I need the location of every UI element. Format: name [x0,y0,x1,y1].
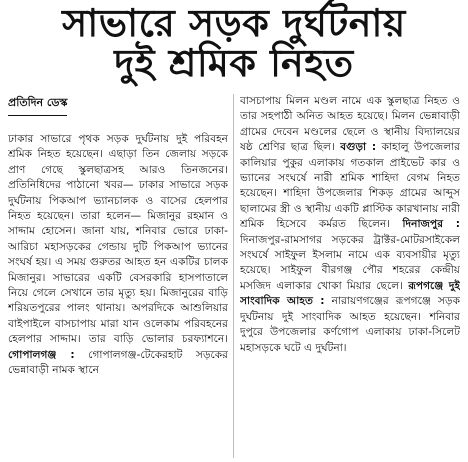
subheading-rupganj: রূপগঞ্জে দুই সাংবাদিক আহত : [240,279,460,308]
article-column-left [8,132,228,458]
location-tag-gopalganj: গোপালগঞ্জ : [8,348,75,361]
paragraph-text: ঢাকার সাভারে পৃথক সড়ক দুর্ঘটনায় দুই পরিবহন শ্রমিক নিহত হয়েছেন। এছাড়া তিন জেলায় সড়কে প্রাণ গেছে স্কুলছাত্রসহ আরও তিনজনের। প্রতিনিধিদের পাঠানো খবর— ঢাকার সাভারে সড়ক দুর্ঘটনায় পিকআপ ভ্যানচালক ও বাসের হেলপার নিহত হয়েছেন। তারা হলেন— মিজানুর রহমান ও সাদ্দাম হোসেন। জানা যায়, শনিবার ভোরে ঢাকা-আরিচা মহাসড়কের গেন্ডায় দুটি পিকআপ ভ্যানের সংঘর্ষ হয়। এ সময় গুরুতর আহত হন একটির চালক মিজানুর। সাভারের একটি বেসরকারি হাসপাতালে নিয়ে গেলে সেখানে তার মৃত্যু হয়। মিজানুরের বাড়ি শরিয়তপুরের পালং থানায়। অপরদিকে আশুলিয়ার বাইপাইলে বাসচাপায় মারা যান ওলেকাম পরিবহনের হেলপার সাদ্দাম। তার বাড়ি ভোলার চরফ্যাশনে। [8,133,228,346]
headline [0,1,468,85]
column-divider [233,94,234,458]
headline-line-2: দুই শ্রমিক নিহত [114,40,354,85]
paragraph-text: কাহালু উপজেলার কালিয়ার পুকুর এলাকায় গতকাল প্রাইভেট কার ও ভ্যানের সংঘর্ষে নারী শ্রমিক শাহিদা বেগম নিহত হয়েছেন। শাহিদা উপজেলার শিকড় গ্রামের আব্দুস ছালামের স্ত্রী ও স্থানীয় একটি প্লাস্টিক কারখানায় নারী শ্রমিক হিসেবে কর্মরত ছিলেন। [240,141,460,231]
paragraph-text: দিনাজপুর-রামসাগর সড়কের ট্রাক্টর-মোটরসাইকেল সংঘর্ষে সাইফুল ইসলাম নামে এক ব্যবসায়ীর মৃত্যু হয়েছে। সাইফুল বীরগঞ্জ পৌর শহরের কেন্দ্রীয় মসজিদ এলাকার খোকা মিয়ার ছেলে। [240,233,460,292]
article-column-right [240,94,460,458]
article-paragraph [240,94,460,356]
byline: প্রতিদিন ডেস্ক [8,94,67,116]
article-paragraph [8,132,228,379]
paragraph-text: নারায়ণগঞ্জের রূপগঞ্জে সড়ক দুর্ঘটনায় দুই সাংবাদিক আহত হয়েছেন। শনিবার দুপুরে উপজেলার কর্ণগোপ এলাকায় ঢাকা-সিলেট মহাসড়কে ঘটে এ দুর্ঘটনা। [240,295,460,354]
paragraph-text: গোপালগঞ্জ-টেকেরহাট সড়কের ভেন্নাবাড়ী নামক স্থানে [8,348,228,377]
headline-line-1: সাভারে সড়ক দুর্ঘটনায় [62,1,406,45]
location-tag-dinajpur: দিনাজপুর : [402,218,460,231]
location-tag-bogura: বগুড়া : [340,141,377,154]
paragraph-text: বাসচাপায় মিলন মণ্ডল নামে এক স্কুলছাত্র নিহত ও তার সহপাঠী অনিত আহত হয়েছে। মিলন ভেন্নাবাড়ী গ্রামের দেবেন মণ্ডলের ছেলে ও স্থানীয় বিদ্যালয়ের ষষ্ঠ শ্রেণির ছাত্র ছিল। [240,95,460,154]
